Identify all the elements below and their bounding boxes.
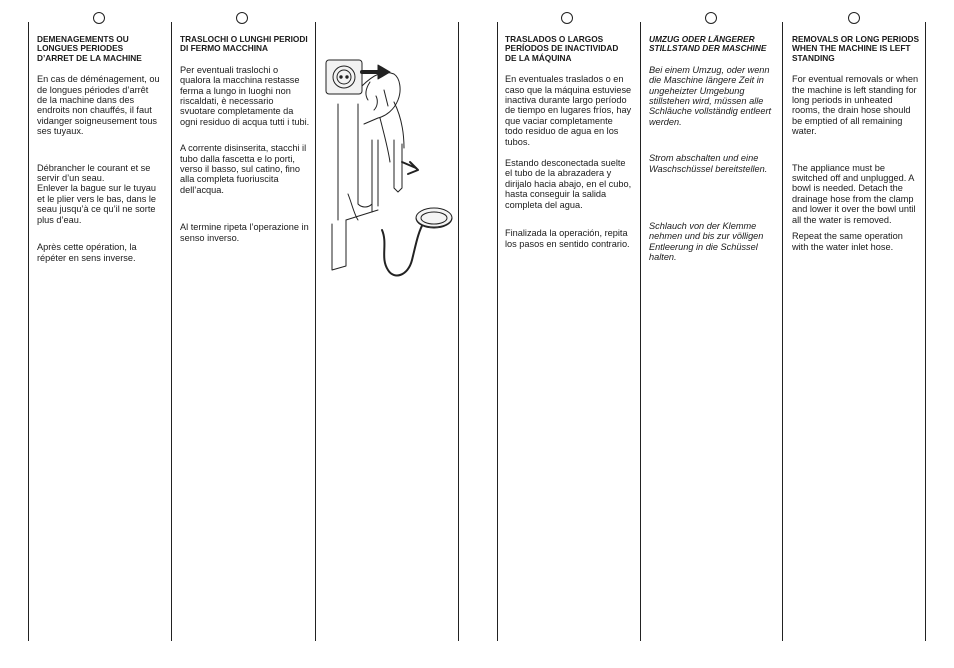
paragraph: Per eventuali traslochi o qualora la macchina restasse ferma a lungo in luoghi non riscaldati, è necessario svuotare completamente da ogni residuo di acqua tutti i tubi. (180, 64, 310, 127)
paragraph: Estando desconectada suelte el tubo de la abrazadera y dirijalo hacia abajo, en el cubo, hasta conseguir la salida completa del agua. (505, 158, 632, 210)
language-marker-circle (705, 12, 717, 24)
drain-hose-icon (382, 140, 424, 275)
paragraph: The appliance must be switched off and unplugged. A bowl is needed. Detach the drainage hose from the clamp and lower it over the bowl until all the water is removed. (792, 162, 916, 225)
bowl-icon (416, 208, 452, 228)
section-heading: DEMENAGEMENTS OU LONGUES PERIODES D’ARRET DE LA MACHINE (37, 34, 142, 63)
column-divider (925, 22, 926, 641)
column-english (792, 35, 920, 252)
arrow-right-icon (362, 65, 390, 79)
paragraph: Finalizada la operación, repita los pasos en sentido contrario. (505, 228, 630, 249)
column-german (649, 35, 776, 263)
column-divider (171, 22, 172, 641)
wall-socket-icon (326, 60, 362, 94)
paragraph: Après cette opération, la répéter en sens inverse. (37, 242, 137, 263)
section-heading: REMOVALS OR LONG PERIODS WHEN THE MACHINE IS LEFT STANDING (792, 34, 920, 63)
column-italian (180, 35, 310, 243)
paragraph: A corrente disinserita, stacchi il tubo dalla fascetta e lo porti, verso il basso, sul catino, fino alla completa fuoriuscita dell’acqua. (180, 143, 307, 195)
paragraph: Bei einem Umzug, oder wenn die Maschine längere Zeit in ungeheizter Umgebung stillstehen wird, müssen alle Schläuche vollständig entleert werden. (649, 64, 772, 127)
column-divider (28, 22, 29, 641)
language-marker-circle (848, 12, 860, 24)
paragraph: Al termine ripeta l’operazione in senso inverso. (180, 222, 309, 243)
paragraph: Schlauch von der Klemme nehmen und bis zur völligen Entleerung in die Schüssel halten. (649, 221, 764, 263)
paragraph: For eventual removals or when the machine is left standing for long periods in unheated rooms, the drain hose should be emptied of all remaining water. (792, 74, 919, 137)
drain-illustration (318, 44, 454, 284)
section-heading: TRASLOCHI O LUNGHI PERIODI DI FERMO MACCHINA (180, 34, 308, 54)
paragraph: En cas de déménagement, ou de longues périodes d’arrêt de la machine dans des endroits non chauffés, il faut vidanger soigneusement tous ses tuyaux. (37, 74, 160, 137)
paragraph: Repeat the same operation with the water inlet hose. (792, 231, 903, 252)
hand-unplugging-icon (362, 73, 404, 163)
column-divider (782, 22, 783, 641)
column-spanish (505, 35, 632, 249)
washing-machine-side (332, 104, 378, 270)
paragraph: En eventuales traslados o en caso que la máquina estuviese inactiva durante largo período de tiempo en lugares fríos, hay que vaciar completamente todo residuo de agua en los tubos. (505, 74, 632, 147)
column-divider (497, 22, 498, 641)
column-french (37, 35, 161, 263)
language-marker-circle (236, 12, 248, 24)
column-divider (458, 22, 459, 641)
paragraph: Débrancher le courant et se servir d’un seau. Enlever la bague sur le tuyau et le plier vers le bas, dans le seau jusqu’à ce qu’il ne sorte plus d’eau. (37, 162, 157, 225)
column-divider (315, 22, 316, 641)
language-marker-circle (561, 12, 573, 24)
section-heading: UMZUG ODER LÄNGERER STILLSTAND DER MASCHINE (649, 34, 767, 54)
paragraph: Strom abschalten und eine Waschschüssel bereitstellen. (649, 153, 768, 174)
column-divider (640, 22, 641, 641)
section-heading: TRASLADOS O LARGOS PERÍODOS DE INACTIVIDAD DE LA MÁQUINA (505, 34, 619, 63)
language-marker-circle (93, 12, 105, 24)
